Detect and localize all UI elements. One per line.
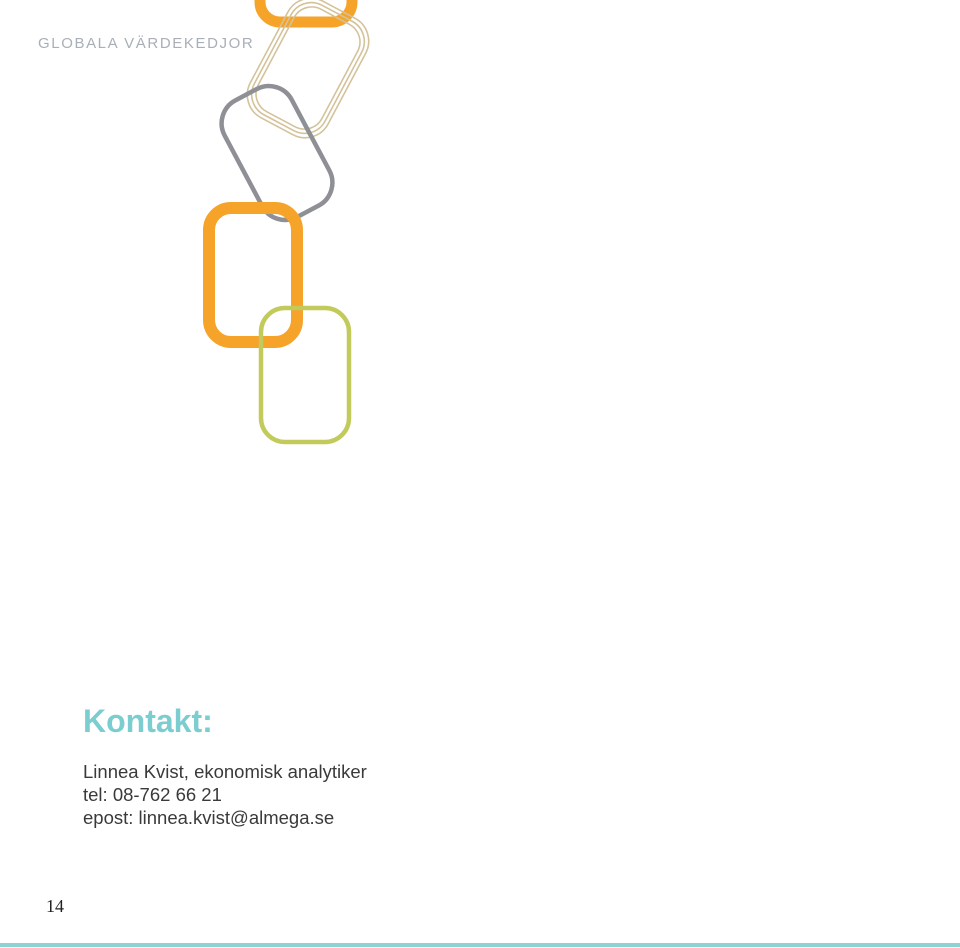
contact-email: epost: linnea.kvist@almega.se — [83, 807, 335, 828]
contact-block — [83, 702, 683, 829]
bottom-rule — [0, 943, 960, 947]
contact-heading: Kontakt: — [83, 703, 213, 739]
running-header: GLOBALA VÄRDEKEDJOR — [38, 35, 255, 52]
page-number: 14 — [46, 896, 64, 916]
contact-phone: tel: 08-762 66 21 — [83, 784, 222, 805]
lime-link — [261, 308, 349, 442]
contact-name: Linnea Kvist, ekonomisk analytiker — [83, 761, 367, 782]
orange-link-large — [209, 208, 297, 342]
